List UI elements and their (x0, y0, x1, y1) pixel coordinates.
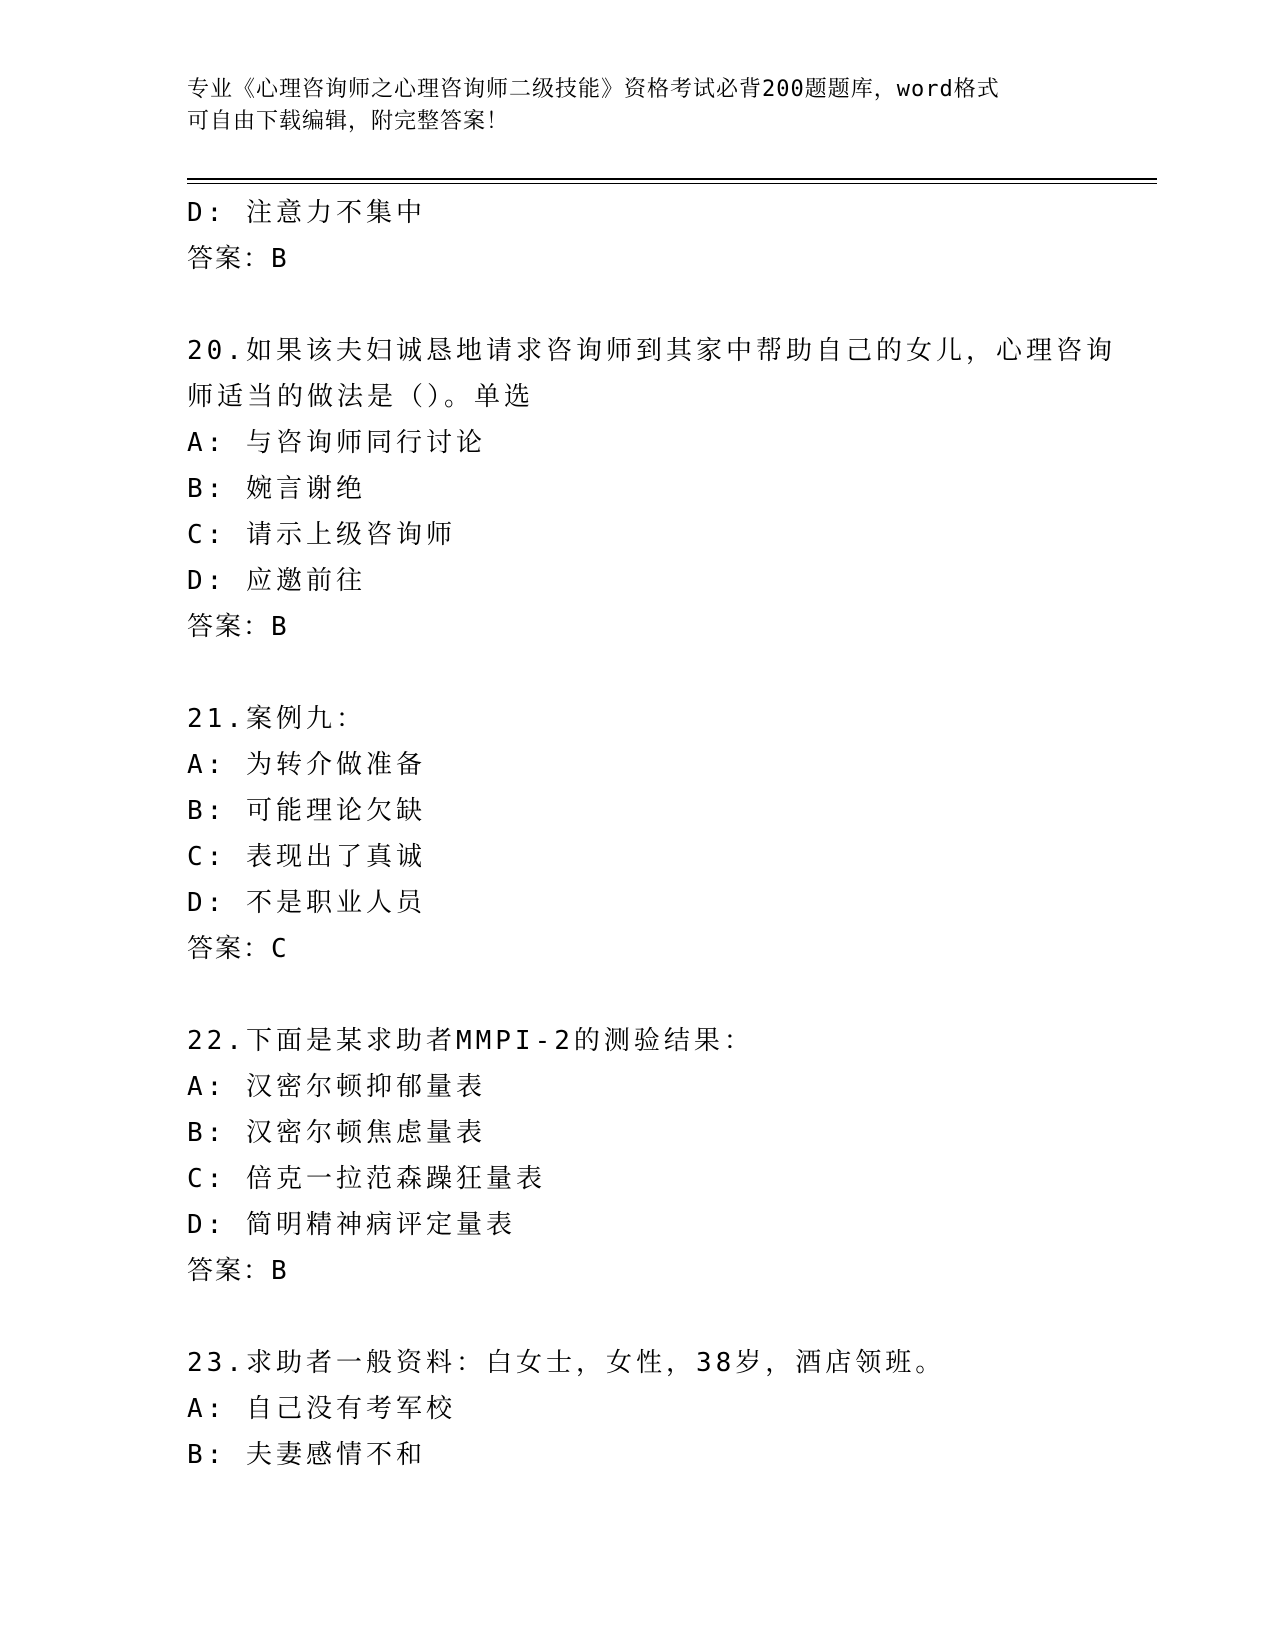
question-text-line-1: 21.案例九： (187, 704, 366, 734)
spacer (187, 1294, 1087, 1340)
question-text-line-1: 22.下面是某求助者MMPI-2的测验结果： (187, 1026, 754, 1056)
question-text-line-1: 20.如果该夫妇诚恳地请求咨询师到其家中帮助自己的女儿，心理咨询 (187, 336, 1116, 366)
spacer (187, 972, 1087, 1018)
question-22 (187, 1018, 1087, 1294)
document-header (187, 74, 1087, 138)
question-text-line-2: 师适当的做法是（）。单选 (187, 382, 535, 412)
question-20 (187, 328, 1116, 650)
document-body (187, 190, 1116, 1478)
option-a: A: 为转介做准备 (187, 750, 426, 780)
question-text-line-1: 23.求助者一般资料：白女士，女性，38岁，酒店领班。 (187, 1348, 946, 1378)
option-b: B: 汉密尔顿焦虑量表 (187, 1118, 486, 1148)
question-21 (187, 696, 1087, 972)
answer: 答案：B (187, 1256, 289, 1286)
header-title-line-1: 专业《心理咨询师之心理咨询师二级技能》资格考试必背200题题库，word格式 (187, 77, 1000, 102)
option-a: A: 汉密尔顿抑郁量表 (187, 1072, 486, 1102)
option-d: D: 注意力不集中 (187, 198, 426, 228)
option-d: D: 不是职业人员 (187, 888, 426, 918)
option-b: B: 夫妻感情不和 (187, 1440, 426, 1470)
option-a: A: 与咨询师同行讨论 (187, 428, 486, 458)
option-a: A: 自己没有考军校 (187, 1394, 456, 1424)
header-divider (187, 178, 1157, 184)
header-title-line-2: 可自由下载编辑，附完整答案！ (187, 109, 510, 134)
answer: 答案：C (187, 934, 289, 964)
option-b: B: 可能理论欠缺 (187, 796, 426, 826)
spacer (187, 282, 1087, 328)
option-c: C: 倍克一拉范森躁狂量表 (187, 1164, 546, 1194)
answer: 答案：B (187, 612, 289, 642)
option-b: B: 婉言谢绝 (187, 474, 366, 504)
spacer (187, 650, 1087, 696)
answer: 答案：B (187, 244, 289, 274)
question-23 (187, 1340, 1087, 1478)
option-d: D: 简明精神病评定量表 (187, 1210, 516, 1240)
option-d: D: 应邀前往 (187, 566, 366, 596)
option-c: C: 表现出了真诚 (187, 842, 426, 872)
option-c: C: 请示上级咨询师 (187, 520, 456, 550)
